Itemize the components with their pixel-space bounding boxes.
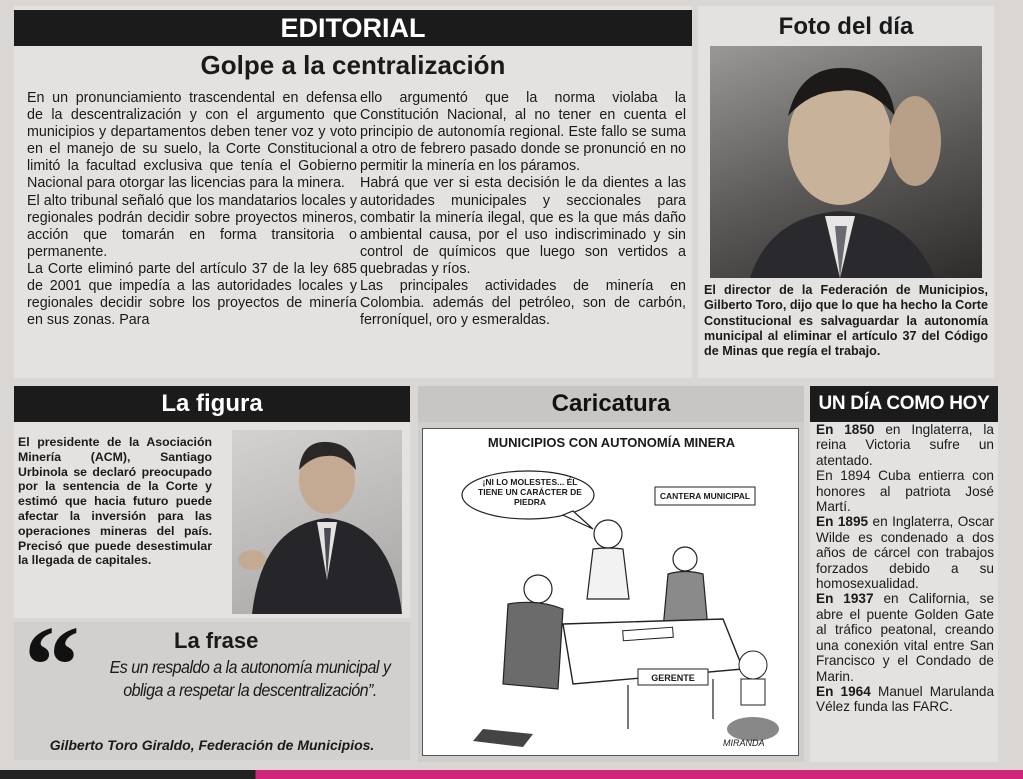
hoy-entry	[816, 591, 994, 683]
foto-section	[698, 6, 994, 378]
caricatura-image	[422, 428, 799, 756]
hoy-entry-year: En 1937	[816, 591, 874, 607]
cartoon-signature: MIRANDA	[723, 738, 765, 748]
editorial-paragraph: Habrá que ver si esta decisión le da dientes a las autoridades municipales y seccionales para combatir la minería ilegal, que es la que más daño ambiental causa, por el uso indiscriminado y sin control de químicos que luego son vertidos a quebradas y ríos.	[360, 175, 686, 277]
hoy-entry-text: en California, se abre el puente Golden Gate al tráfico peatonal, creando una conexión vital entre San Francisco y el Condado de Marin.	[816, 591, 994, 684]
frase-section	[14, 604, 410, 760]
editorial-column-1	[27, 90, 357, 329]
hoy-entry	[816, 514, 994, 591]
figura-photo	[232, 430, 402, 614]
editorial-paragraph: La Corte eliminó parte del artículo 37 de la ley 685 de 2001 que impedía a las autoridades locales y regionales decidir sobre los proyectos de minería en sus zonas. Para	[27, 260, 357, 329]
hoy-entry-year: En 1964	[816, 683, 871, 699]
hoy-entry	[816, 468, 994, 514]
hoy-header: UN DÍA COMO HOY	[810, 386, 998, 422]
editorial-paragraph: El alto tribunal señaló que los mandatarios locales y regionales podrán decidir sobre proyectos mineros, acción que tomarán en forma transitoria o permanente.	[27, 192, 357, 260]
hoy-entry-text: en Inglaterra, Oscar Wilde es condenado a dos años de cárcel con trabajos forzados debido a su homosexualidad.	[816, 514, 994, 592]
hoy-entry	[816, 422, 994, 468]
editorial-paragraph: ello argumentó que la norma violaba la Constitución Nacional, al no tener en cuenta el principio de autonomía regional. Este fallo se suma a otro de febrero pasado donde se pronunció en no permitir la minería en los páramos.	[360, 90, 686, 175]
editorial-title: Golpe a la centralización	[200, 50, 506, 80]
editorial-section	[14, 6, 692, 378]
hoy-entry-text: Manuel Marulanda Vélez funda las FARC.	[816, 683, 995, 715]
foto-caption: El director de la Federación de Municipios, Gilberto Toro, dijo que lo que ha hecho la Corte Constitucional es salvaguardar la autonomía municipal al eliminar el artículo 37 del Código de Minas que regía el trabajo.	[704, 283, 988, 359]
hoy-entry	[816, 684, 994, 715]
editorial-paragraph: En un pronunciamiento trascendental en defensa de la descentralización y con el argumento que municipios y departamentos deben tener voz y voto en el manejo de su suelo, la Corte Constitucional limitó la facultad exclusiva que tenía el Gobierno Nacional para otorgar las licencias para la minera.	[27, 90, 357, 192]
editorial-header: EDITORIAL	[14, 10, 692, 46]
hoy-entry-text: en Inglaterra, la reina Victoria sufre un atentado.	[816, 422, 994, 468]
frase-author: Gilberto Toro Giraldo, Federación de Municipios.	[49, 737, 375, 753]
foto-portrait	[710, 46, 982, 278]
caricatura-header: Caricatura	[418, 386, 804, 422]
caricatura-section	[418, 386, 804, 762]
frase-header: La frase	[174, 628, 259, 653]
figura-text: El presidente de la Asociación Minería (ACM), Santiago Urbinola se declaró preocupado por la sentencia de la Corte y estimó que hacia futuro puede afectar la inversión para las operaciones mineras del país. Precisó que puede desestimular la llegada de capitales.	[18, 435, 212, 568]
quote-mark-icon: “	[24, 604, 80, 728]
editorial-column-2	[360, 90, 686, 329]
figura-section	[14, 386, 410, 618]
hoy-entry-year: En 1895	[816, 514, 869, 530]
cartoon-sign: CANTERA MUNICIPAL	[659, 491, 751, 501]
figura-header: La figura	[14, 386, 410, 422]
caricatura-title: MUNICIPIOS CON AUTONOMÍA MINERA	[487, 435, 736, 450]
person-photo-icon	[232, 430, 402, 614]
person-photo-icon	[710, 46, 982, 278]
cartoon-nameplate: GERENTE	[651, 673, 695, 683]
frase-quote: Es un respaldo a la autonomía municipal y obliga a respetar la descentralización”.	[109, 657, 391, 700]
hoy-section	[810, 386, 998, 762]
hoy-entry-text: En 1894 Cuba entierra con honores al patriota José Martí.	[816, 468, 994, 515]
editorial-paragraph: Las principales actividades de minería en Colombia. además del petróleo, son de carbón, ferroníquel, oro y esmeraldas.	[360, 278, 686, 329]
cartoon-speech-bubble: ¡NI LO MOLESTES... ÉL TIENE UN CARÁCTER DE PIEDRA	[478, 477, 582, 507]
hoy-entry-year: En 1850	[816, 422, 875, 437]
bottom-color-strip	[0, 770, 1023, 779]
hoy-list	[816, 422, 994, 715]
foto-header: Foto del día	[778, 13, 914, 40]
